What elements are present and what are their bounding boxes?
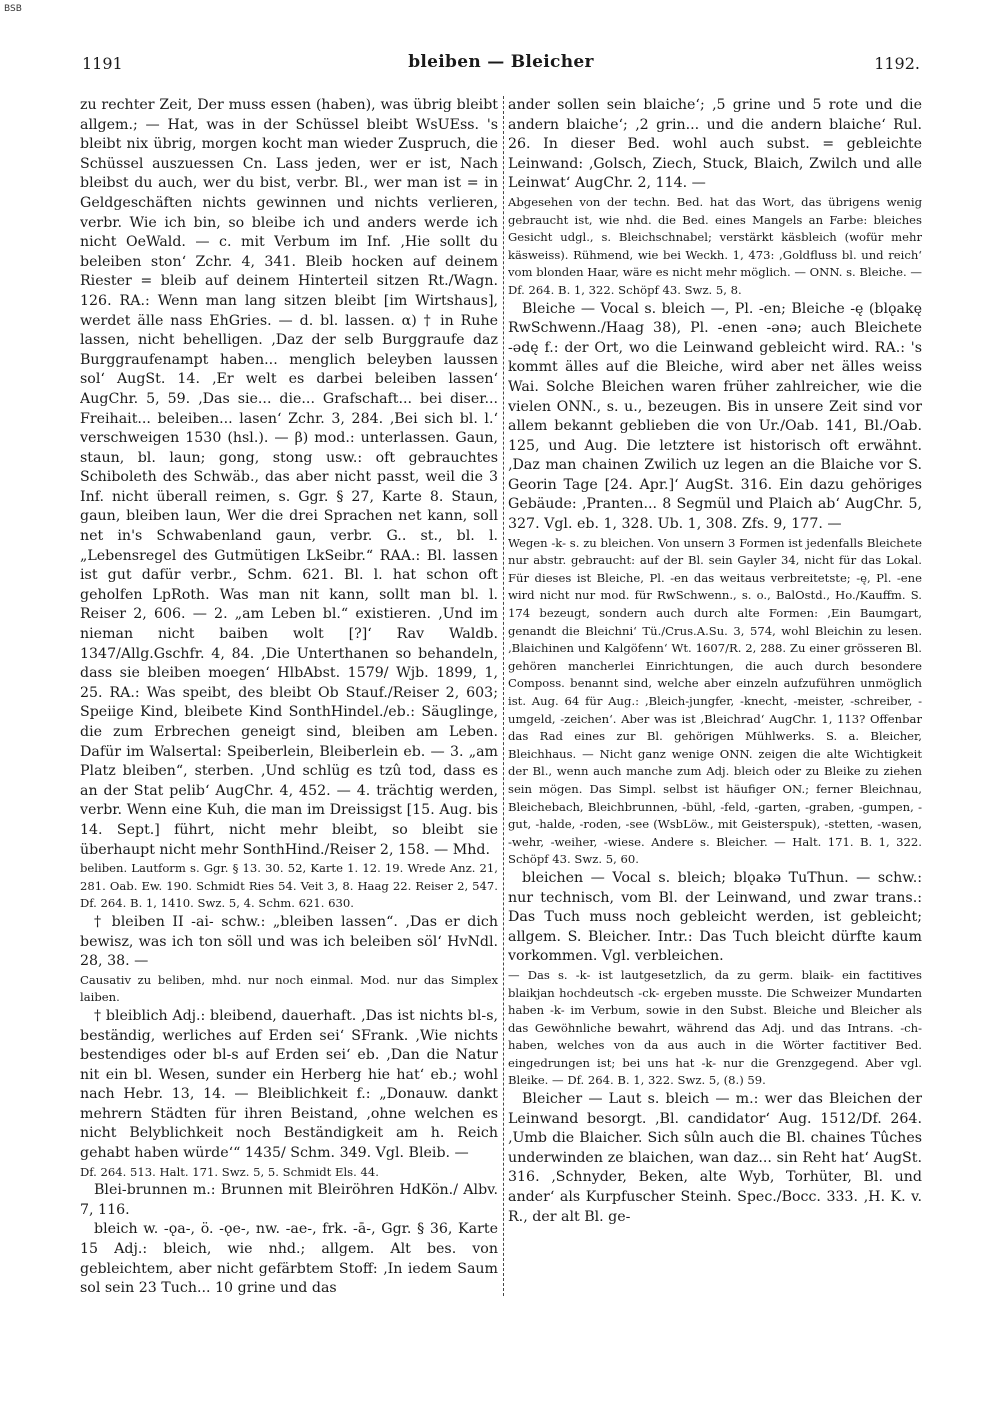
entry-bleich: bleich w. -ǫa-, ö. -ǫe-, nw. -ae-, frk. -ā-, Ggr. § 36, Karte 15 Adj.: bleich, wie nhd.; allgem. Alt bes. von gebleichtem, aber nicht gefärbtem Stoff: ‚In iedem Saum sol sein 23 Tuch... 10 grine und das — [80, 1221, 498, 1297]
etymology-note: — Das s. -k- ist lautgesetzlich, da zu germ. blaik- ein factitives blaikjan hochdeutsch -ck- ergeben musste. Die Schweizer Mundarten haben -k- im Verbum, sowie in den Subst. Bleiche und Bleicher als das Gewöhnliche bewahrt, während das Adj. und das Intrans. -ch- haben, welches von da aus auch in die Wörter factitiver Bed. eingedrungen ist; bei uns hat -k- nur die Grenzgegend. Aber vgl. Bleike. — Df. 264. B. 1, 322. Swz. 5, (8.) 59. — [508, 967, 922, 1088]
paragraph-continuation: ander sollen sein blaiche‘; ‚5 grine und 5 rote und die andern blaiche‘; ‚2 grin... und die andern blaiche‘ Rul. 26. In dieser Bed. wohl auch subst. = gebleichte Leinwand: ‚Golsch, Ziech, Stuck, Blaich, Zwilch und alle Leinwat‘ AugChr. 2, 114. — — [508, 97, 922, 192]
paragraph-continuation: zu rechter Zeit, Der muss essen (haben), was übrig bleibt allgem.; — Hat, was in der Schüssel bleibt WsUEss. 's bleibt nix übrig, morgen kocht man wieder Zuspruch, die Schüssel auszuessen Cn. Lass jeden, wer er ist, Nach bleibst du auch, wer du bist, verbr. Bl., wer man ist = in Geldgeschäften nichts gewinnen und nichts verlieren, verbr. Wie ich bin, so bleibe ich und anders werde ich nicht OeWald. — c. mit Verbum im Inf. ‚Hie sollt du beleiben ston‘ Zchr. 4, 341. Bleib hocken auf deinem Riester = bleib auf deinem Hinterteil sitzen Rt./Wagn. 126. RA.: Wenn man lang sitzen bleibt [im Wirtshaus], werdet älle nass EhGries. — d. bl. lassen. α) † in Ruhe lassen, nicht behelligen. ‚Daz der selb Burggraufe daz Burggraufenampt haben... menglich beleyben laussen sol‘ AugSt. 14. ‚Er welt es darbei beleiben lassen‘ AugChr. 5, 59. ‚Das sie... die... Grafschaft... bei diser... Freihait... beleiben... lasen‘ Zchr. 3, 284. ‚Bei sich bl. l.‘ verschweigen 1530 (hsl.). — β) mod.: unterlassen. Gaun, staun, bl. laun; gong, stong usw.: oft gebrauchtes Schiboleth des Schwäb., das aber nicht passt, weil die 3 Inf. nicht überall reimen, s. Ggr. § 27, Karte 8. Staun, gaun, bleiben laun, Wer die drei Sprachen net kann, soll net in's Schwabenland gaun, verbr. G.. st., bl. l. „Lebensregel des Gutmütigen LkSeibr.“ RAA.: Bl. lassen ist gut dafür verbr., Schm. 621. Bl. l. hat schon oft geholfen LpRoth. Was man nit kann, sollt man bl. l. Reiser 2, 606. — 2. „am Leben bl.“ existieren. ‚Und im nieman nicht baiben wolt [?]‘ Rav Waldb. 1347/Allg.Gschfr. 4, 84. ‚Die Unterthanen so behandeln, dass sie bleiben moegen‘ HlbAbst. 1579/ Wjb. 1899, 1, 25. RA.: Was speibt, des bleibt Ob Stauf./Reiser 2, 603; Speiige Kind, bleibete Kind SonthHindel./eb.: Säuglinge, die zum Erbrechen geneigt sind, bleiben am Leben. Dafür im Walsertal: Speiberlein, Bleiberlein eb. — 3. „am Platz bleiben“, sterben. ‚Und schlüg es tzû tod, dass es an der Stat pelib‘ AugChr. 4, 452. — 4. trächtig werden, verbr. Wenn eine Kuh, die man im Dreissigst [15. Aug. bis 14. Sept.] führt, nicht mehr bleibt, so bleibt sie überhaupt nicht mehr SonthHind./Reiser 2, 158. — Mhd. — [80, 97, 498, 858]
etymology-note: Wegen -k- s. zu bleichen. Von unsern 3 Formen ist jedenfalls Bleichete nur abstr. gebraucht: auf der Bl. sein Gayler 34, nicht für das Lokal. Für dieses ist Bleiche, Pl. -en das weitaus verbreitetste; -ę, Pl. -ene wird nicht nur mod. für RwSchwenn., s. o., BalOstd., Ho./Kauffm. S. 174 bezeugt, sondern auch durch alte Formen: ‚Ein Baumgart, genandt die Bleichni‘ Tü./Crus.A.Su. 3, 574, wohl Bleichin zu lesen. ‚Blaichinen und Kalgöfenn‘ Wt. 1607/R. 2, 288. Zu einer grösseren Bl. gehören mancherlei Einrichtungen, die auch durch besondere Composs. benannt sind, welche aber einzeln aufzuführen unmöglich ist. Aug. 64 für Aug.: ‚Bleich-jungfer, -knecht, -meister, -schreiber, -umgeld, -zeichen‘. Aber was ist ‚Bleichrad‘ AugChr. 1, 113? Offenbar das Rad eines zur Bl. gehörigen Mühlwerks. S. a. Bleicher, Bleichhaus. — Nicht ganz wenige ONN. zeigen die alte Wichtigkeit der Bl., wenn auch manche zum Adj. bleich oder zu Bleike zu ziehen sein mögen. Das Simpl. selbst ist häufiger ON.; ferner Bleichnau, Bleichebach, Bleichbrunnen, -bühl, -feld, -garten, -graben, -gumpen, -gut, -halde, -roden, -see (WsbLöw., mit Geisterspuk), -stetten, -wasen, -wehr, -weiher, -wiese. Andere s. Bleicher. — Halt. 171. B. 1, 322. Schöpf 43. Swz. 5, 60. — [508, 535, 922, 867]
left-column — [80, 96, 498, 1396]
column-divider — [503, 96, 504, 1296]
entry-bleiche: Bleiche — Vocal s. bleich —, Pl. -en; Bleiche -ę (blǫakę RwSchwenn./Haag 38), Pl. -enen -ənə; auch Bleichete -ədę f.: der Ort, wo die Leinwand gebleicht wird. RA.: 's kommt älles auf die Bleiche, wird aber net älles weiss Wai. Solche Bleichen waren früher zahlreicher, wie die vielen ONN., s. u., bezeugen. Bis in unsere Zeit sind vor allem bekannt geblieben die von Ur./Oab. 141, Bl./Oab. 125, und Aug. Die letztere ist historisch oft erwähnt. ‚Daz man chainen Zwilich uz legen an die Blaiche vor S. Georin Tage [24. Apr.]‘ AugSt. 316. Ein dazu gehöriges Gebäude: ‚Pranten... 8 Segmül und Plaich ab‘ AugChr. 5, 327. Vgl. eb. 1, 328. Ub. 1, 308. Zfs. 9, 177. — — [508, 300, 922, 533]
etymology-note: Abgesehen von der techn. Bed. hat das Wort, das übrigens wenig gebraucht ist, wie nhd. die Bed. eines Mangels an Farbe: bleiches Gesicht udgl., s. Bleichschnabel; verstärkt käsbleich (wofür mehr käsweiss). Rühmend, wie bei Weckh. 1, 473: ‚Goldfluss bl. und reich‘ vom blonden Haar, wäre es nicht mehr möglich. — ONN. s. Bleiche. — Df. 264. B. 1, 322. Schöpf 43. Swz. 5, 8. — [508, 194, 922, 297]
entry-bleiben-ii: † bleiben II -ai- schw.: „bleiben lassen“. ‚Das er dich bewisz, was ich ton söll und was ich beleiben söl‘ HvNdl. 28, 38. — — [80, 913, 498, 970]
etymology-note: Df. 264. 513. Halt. 171. Swz. 5, 5. Schmidt Els. 44. — [80, 1164, 379, 1179]
running-title: bleiben — Bleicher — [408, 52, 594, 72]
page-header — [82, 48, 920, 78]
entry-bleiblich: † bleiblich Adj.: bleibend, dauerhaft. ‚Das ist nichts bl-s, beständig, werliches auf Erden sei‘ SFrank. ‚Wie nichts bestendiges oder bl-s auf Erden sei‘ eb. ‚Dan die Natur nit ein bl. Wesen, sunder ein Herberg hie hat‘ eb.; wohl nach Hebr. 13, 14. — Bleiblichkeit f.: „Donauw. dankt mehrern Städten für ihren Beistand, ‚ohne welchen es nicht Belyblichkeit noch Beständigkeit am h. Reich gehabt haben würde‘“ 1435/ Schm. 349. Vgl. Bleib. — — [80, 1007, 498, 1162]
etymology-note: beliben. Lautform s. Ggr. § 13. 30. 52, Karte 1. 12. 19. Wrede Anz. 21, 281. Oab. Ew. 190. Schmidt Ries 54. Veit 3, 8. Haag 22. Reiser 2, 547. Df. 264. B. 1, 1410. Swz. 5, 4. Schm. 621. 630. — [80, 861, 498, 911]
right-column — [508, 96, 922, 1396]
entry-bleichen: bleichen — Vocal s. bleich; blǫakə TuThun. — schw.: nur technisch, vom Bl. der Leinwand, und zwar trans.: Das Tuch muss noch gebleicht werden, ist gebleicht; allgem. S. Bleicher. Intr.: Das Tuch bleicht dürfte kaum vorkommen. Vgl. verbleichen. — [508, 869, 922, 965]
library-stamp: BSB — [4, 4, 22, 14]
entry-bleicher: Bleicher — Laut s. bleich — m.: wer das Bleichen der Leinwand besorgt. ‚Bl. candidator‘ Aug. 1512/Df. 264. ‚Umb die Blaicher. Sich sûln auch die Bl. chaines Tûches underwinden ze blaichen, wan daz... sin Reht hat‘ AugSt. 316. ‚Schnyder, Beken, alte Wyb, Torhüter, Bl. und ander‘ als Kurpfuscher Steinh. Spec./Bocc. 333. ‚H. K. v. R., der alt Bl. ge- — [508, 1091, 922, 1225]
page-number-right: 1192. — [874, 54, 920, 73]
entry-blei-brunnen: Blei-brunnen m.: Brunnen mit Bleiröhren HdKön./ Albv. 7, 116. — [80, 1182, 498, 1218]
etymology-note: Causativ zu beliben, mhd. nur noch einmal. Mod. nur das Simplex laiben. — [80, 972, 498, 1005]
page-number-left: 1191 — [82, 54, 123, 73]
